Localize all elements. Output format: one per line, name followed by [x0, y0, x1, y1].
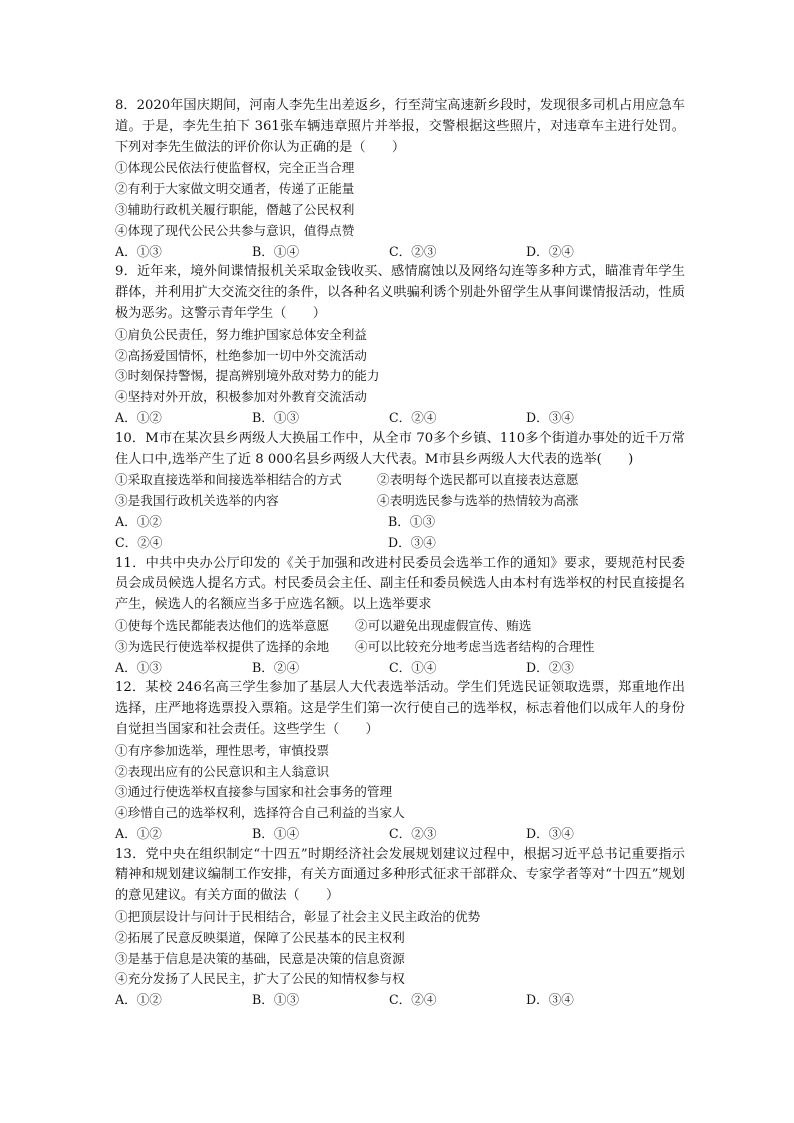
answer-option-d[interactable]: D．②④ [526, 243, 574, 259]
question-8 [115, 96, 685, 262]
statement-item: ③是基于信息是决策的基础，民意是决策的信息资源 [115, 950, 405, 966]
statement-item: ③是我国行政机关选举的内容 [115, 493, 279, 509]
statement-item: ④体现了现代公民公共参与意识，值得点赞 [115, 222, 355, 238]
statement-item: ④可以比较充分地考虑当选者结构的合理性 [355, 638, 595, 654]
answer-choices [115, 990, 685, 1011]
answer-choices [115, 242, 685, 263]
statement-item: ②表现出应有的公民意识和主人翁意识 [115, 763, 330, 779]
statement-item: ②有利于大家做文明交通者，传递了正能量 [115, 181, 355, 197]
answer-option-d[interactable]: D．③④ [526, 409, 574, 425]
statement-item: ②拓展了民意反映渠道，保障了公民基本的民主权利 [115, 929, 405, 945]
answer-option-b[interactable]: B．①③ [388, 513, 436, 529]
statement-row [115, 616, 685, 637]
answer-option-d[interactable]: D．③④ [526, 825, 574, 841]
answer-choices [115, 658, 685, 679]
statement-item: ①采取直接选举和间接选举相结合的方式 [115, 472, 342, 488]
answer-option-c[interactable]: C．②④ [389, 992, 437, 1008]
answer-option-d[interactable]: D．③④ [388, 534, 436, 550]
answer-choices [115, 533, 685, 554]
statement-item: ②可以避免出现虚假宣传、贿选 [355, 617, 532, 633]
statement-item: ③为选民行使选举权提供了选择的余地 [115, 638, 330, 654]
answer-option-b[interactable]: B．①③ [252, 409, 300, 425]
answer-choices [115, 408, 685, 429]
statement-item: ④充分发扬了人民民主，扩大了公民的知情权参与权 [115, 971, 405, 987]
answer-option-d[interactable]: D．③④ [526, 992, 574, 1008]
answer-option-c[interactable]: C．②③ [389, 825, 437, 841]
statement-item: ①肩负公民责任，努力维护国家总体安全利益 [115, 326, 367, 342]
statement-item: ①体现公民依法行使监督权，完全正当合理 [115, 160, 355, 176]
question-stem: 13．党中央在组织制定“十四五”时期经济社会发展规划建议过程中，根据习近平总书记重要指示精神和规划建议编制工作安排，有关方面通过多种形式征求干部群众、专家学者等对“十四五”规划的意见建议。有关方面的做法（ ） [115, 846, 685, 904]
answer-option-d[interactable]: D．②③ [526, 659, 574, 675]
statement-item: ④珍惜自己的选举权利，选择符合自己利益的当家人 [115, 805, 405, 821]
statement-item: ④表明选民参与选举的热情较为高涨 [377, 493, 579, 509]
answer-choices [115, 512, 685, 533]
statement-row [115, 470, 685, 491]
statement-item: ③时刻保持警惕，提高辨别境外敌对势力的能力 [115, 368, 380, 384]
answer-option-a[interactable]: A．①② [115, 992, 162, 1008]
answer-option-a[interactable]: A．①② [115, 513, 162, 529]
answer-option-c[interactable]: C．②④ [115, 534, 163, 550]
answer-option-b[interactable]: B．②④ [252, 659, 300, 675]
question-12 [115, 678, 685, 844]
question-stem: 9．近年来，境外间谍情报机关采取金钱收买、感情腐蚀以及网络勾连等多种方式，瞄准青年学生群体，并利用扩大交流交往的条件，以各种名义哄骗利诱个别赴外留学生从事间谍情报活动，性质极为恶劣。这警示青年学生（ ） [115, 264, 685, 321]
statement-row [115, 491, 685, 512]
answer-option-c[interactable]: C．①④ [389, 659, 437, 675]
answer-choices [115, 824, 685, 845]
question-10 [115, 429, 685, 554]
answer-option-b[interactable]: B．①④ [252, 243, 300, 259]
question-stem: 11．中共中央办公厅印发的《关于加强和改进村民委员会选举工作的通知》要求，要规范村民委员会成员候选人提名方式。村民委员会主任、副主任和委员候选人由本村有选举权的村民直接提名产生，候选人的名额应当多于应选名额。以上选举要求 [115, 555, 685, 613]
statement-item: ①使每个选民都能表达他们的选举意愿 [115, 617, 330, 633]
statement-item: ②表明每个选民都可以直接表达意愿 [377, 472, 579, 488]
statement-item: ③辅助行政机关履行职能，僭越了公民权利 [115, 201, 355, 217]
answer-option-a[interactable]: A．①③ [115, 243, 162, 259]
question-stem: 8．2020年国庆期间，河南人李先生出差返乡，行至菏宝高速新乡段时，发现很多司机占用应急车道。于是，李先生拍下 361张车辆违章照片并举报，交警根据这些照片，对违章车主进行处罚。下列对李先生做法的评价你认为正确的是（ ） [115, 98, 685, 155]
question-stem: 10．M市在某次县乡两级人大换届工作中，从全市 70多个乡镇、110多个街道办事处的近千万常住人口中,选举产生了近 8 000名县乡两级人大代表。M市县乡两级人大代表的选举( ) [115, 430, 685, 467]
statement-item: ③通过行使选举权直接参与国家和社会事务的管理 [115, 784, 393, 800]
answer-option-c[interactable]: C．②④ [389, 409, 437, 425]
statement-item: ②高扬爱国情怀，杜绝参加一切中外交流活动 [115, 347, 367, 363]
question-9 [115, 262, 685, 428]
answer-option-a[interactable]: A．①② [115, 825, 162, 841]
statement-row [115, 637, 685, 658]
question-13 [115, 845, 685, 1011]
question-stem: 12．某校 246名高三学生参加了基层人大代表选举活动。学生们凭选民证领取选票，郑重地作出选择，庄严地将选票投入票箱。这是学生们第一次行使自己的选举权，标志着他们以成年人的身份自觉担当国家和社会责任。这些学生（ ） [115, 680, 685, 737]
statement-item: ④坚持对外开放，积极参加对外教育交流活动 [115, 389, 367, 405]
exam-page [115, 96, 685, 1011]
answer-option-a[interactable]: A．①③ [115, 659, 162, 675]
answer-option-b[interactable]: B．①④ [252, 825, 300, 841]
statement-item: ①有序参加选举，理性思考，审慎投票 [115, 742, 330, 758]
answer-option-a[interactable]: A．①② [115, 409, 162, 425]
answer-option-c[interactable]: C．②③ [389, 243, 437, 259]
statement-item: ①把顶层设计与问计于民相结合，彰显了社会主义民主政治的优势 [115, 909, 481, 925]
question-11 [115, 554, 685, 679]
answer-option-b[interactable]: B．①③ [252, 992, 300, 1008]
